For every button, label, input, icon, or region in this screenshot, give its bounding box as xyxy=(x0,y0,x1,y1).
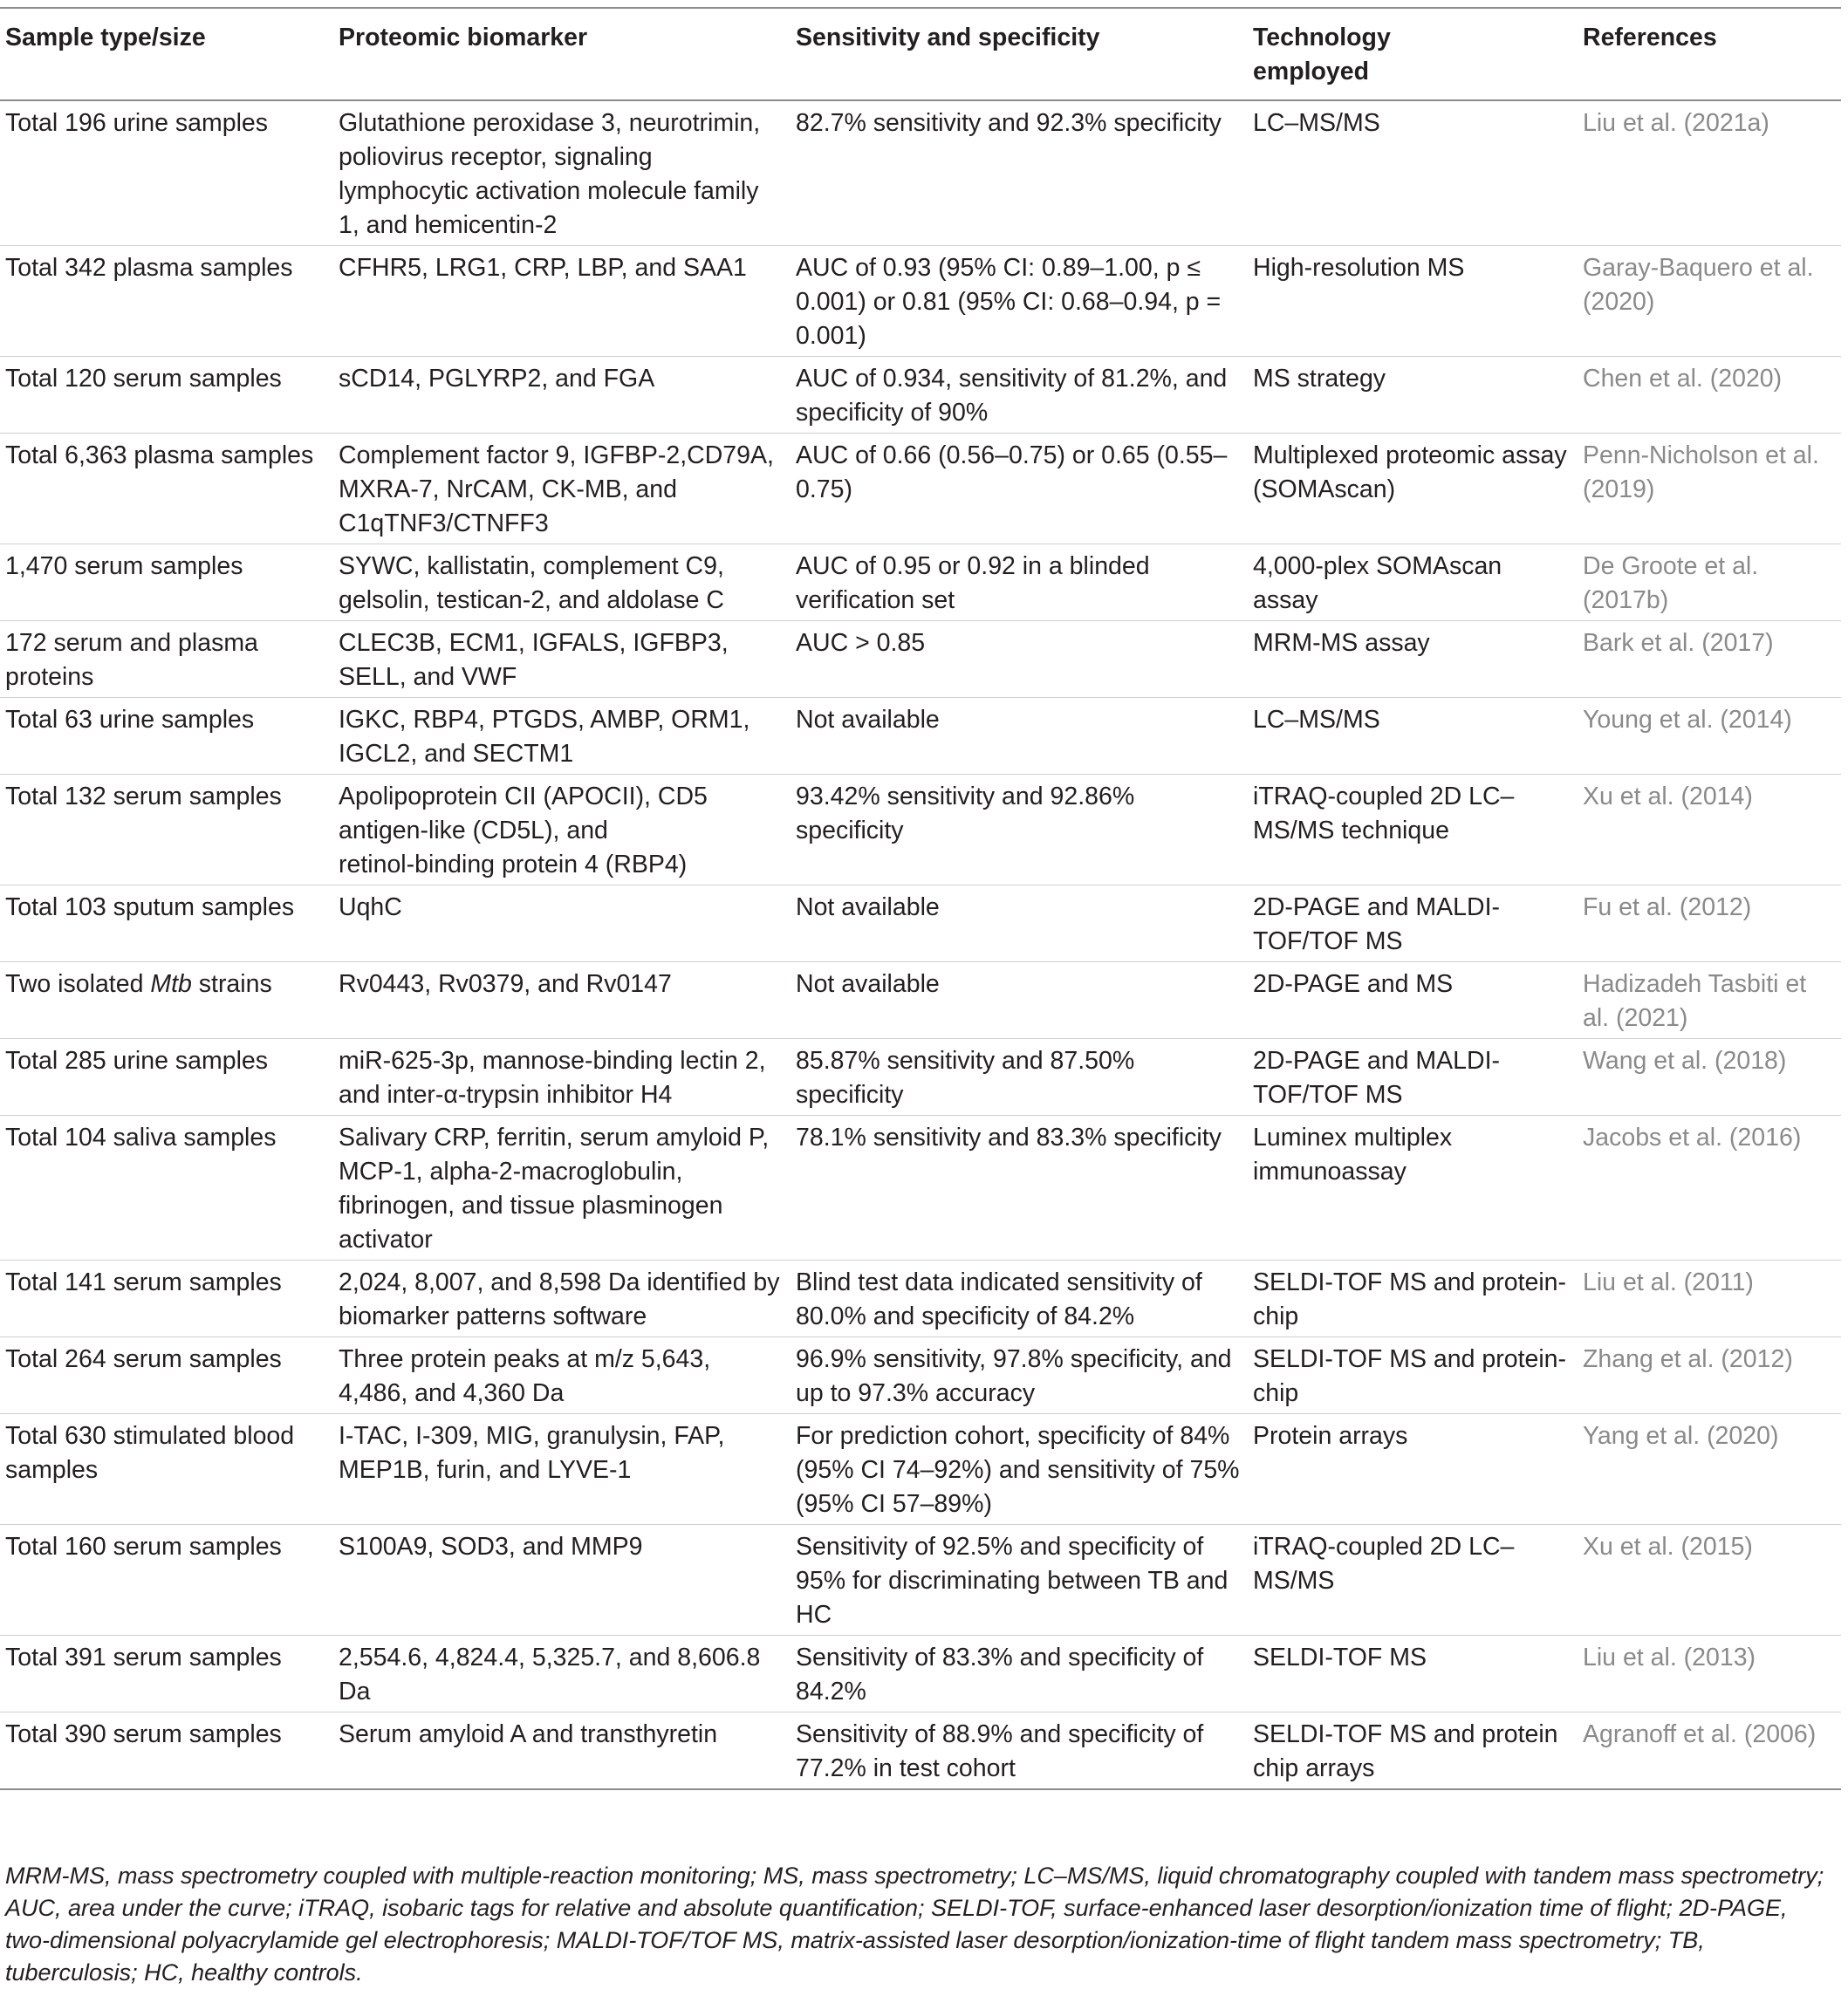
cell-biomarker: Three protein peaks at m/z 5,643, 4,486, and 4,360 Da xyxy=(339,1345,711,1407)
table-row xyxy=(0,434,1841,544)
cell-sample xyxy=(0,962,333,1039)
cell-sample: Total 342 plasma samples xyxy=(5,254,293,282)
cell-sensitivity: Sensitivity of 92.5% and specificity of 95% for discriminating between TB and HC xyxy=(796,1533,1229,1629)
cell-reference: Liu et al. (2013) xyxy=(1583,1644,1756,1671)
cell-sensitivity: 93.42% sensitivity and 92.86% specificity xyxy=(796,783,1135,844)
cell-biomarker: UqhC xyxy=(339,893,402,921)
table-row xyxy=(0,1636,1841,1712)
cell-reference: Hadizadeh Tasbiti et al. (2021) xyxy=(1583,970,1807,1032)
cell-sample: Total 391 serum samples xyxy=(5,1644,282,1671)
table-row xyxy=(0,1712,1841,1790)
table-row xyxy=(0,544,1841,621)
cell-sensitivity: For prediction cohort, specificity of 84% (95% CI 74–92%) and sensitivity of 75% (95% CI 57–89%) xyxy=(796,1422,1240,1518)
cell-sample: 172 serum and plasma proteins xyxy=(5,629,258,691)
cell-biomarker: S100A9, SOD3, and MMP9 xyxy=(339,1533,643,1561)
cell-sample: Total 285 urine samples xyxy=(5,1047,269,1075)
cell-sensitivity: Sensitivity of 83.3% and specificity of 84.2% xyxy=(796,1644,1204,1706)
cell-biomarker: SYWC, kallistatin, complement C9, gelsolin, testican-2, and aldolase C xyxy=(339,552,725,614)
cell-sample: 1,470 serum samples xyxy=(5,552,243,580)
cell-sample: Total 141 serum samples xyxy=(5,1268,282,1296)
cell-biomarker: Apolipoprotein CII (APOCII), CD5 antigen-like (CD5L), and retinol-binding protein 4 (RBP4) xyxy=(339,783,708,878)
cell-reference: Yang et al. (2020) xyxy=(1583,1422,1779,1450)
table-row xyxy=(0,100,1841,246)
cell-biomarker: Salivary CRP, ferritin, serum amyloid P, MCP-1, alpha-2-macroglobulin, fibrinogen, and tissue plasminogen activator xyxy=(339,1124,770,1254)
cell-technology: iTRAQ-coupled 2D LC–MS/MS technique xyxy=(1253,783,1515,844)
cell-biomarker: Serum amyloid A and transthyretin xyxy=(339,1720,718,1748)
cell-sensitivity: 78.1% sensitivity and 83.3% specificity xyxy=(796,1124,1222,1152)
table-row xyxy=(0,1116,1841,1261)
cell-technology: SELDI-TOF MS and protein-chip xyxy=(1253,1268,1567,1330)
table-footnote: MRM-MS, mass spectrometry coupled with multiple-reaction monitoring; MS, mass spectrometry; LC–MS/MS, liquid chromatography coupled with tandem mass spectrometry; AUC, area under the curve; iTRAQ, isobaric tags for relative and absolute quantification; SELDI-TOF, surface-enhanced laser desorption/ionization time of flight; 2D-PAGE, two-dimensional polyacrylamide gel electrophoresis; MALDI-TOF/TOF MS, matrix-assisted laser desorption/ionization-time of flight tandem mass spectrometry; TB, tuberculosis; HC, healthy controls. xyxy=(5,1863,1824,1986)
cell-technology: SELDI-TOF MS and protein-chip xyxy=(1253,1345,1567,1407)
cell-reference: Wang et al. (2018) xyxy=(1583,1047,1787,1075)
table-row xyxy=(0,1039,1841,1116)
cell-reference: Chen et al. (2020) xyxy=(1583,365,1783,393)
cell-reference: Jacobs et al. (2016) xyxy=(1583,1124,1802,1152)
cell-technology: MS strategy xyxy=(1253,365,1386,393)
cell-sensitivity: AUC of 0.95 or 0.92 in a blinded verification set xyxy=(796,552,1150,614)
cell-biomarker: miR-625-3p, mannose-binding lectin 2, and inter-α-trypsin inhibitor H4 xyxy=(339,1047,766,1109)
cell-sensitivity: Blind test data indicated sensitivity of 80.0% and specificity of 84.2% xyxy=(796,1268,1202,1330)
cell-reference: Agranoff et al. (2006) xyxy=(1583,1720,1817,1748)
cell-technology: Protein arrays xyxy=(1253,1422,1408,1450)
cell-technology: Luminex multiplex immunoassay xyxy=(1253,1124,1453,1186)
cell-sensitivity: Sensitivity of 88.9% and specificity of 77.2% in test cohort xyxy=(796,1720,1204,1782)
cell-biomarker: 2,024, 8,007, and 8,598 Da identified by biomarker patterns software xyxy=(339,1268,780,1330)
cell-sample: Total 104 saliva samples xyxy=(5,1124,277,1152)
cell-technology: iTRAQ-coupled 2D LC–MS/MS xyxy=(1253,1533,1515,1595)
cell-sensitivity: Not available xyxy=(796,706,940,734)
header-technology: Technology employed xyxy=(1253,24,1391,85)
cell-technology: LC–MS/MS xyxy=(1253,109,1380,137)
cell-sample: Total 103 sputum samples xyxy=(5,893,295,921)
cell-technology: SELDI-TOF MS xyxy=(1253,1644,1427,1671)
cell-sensitivity: AUC of 0.934, sensitivity of 81.2%, and specificity of 90% xyxy=(796,365,1228,427)
cell-biomarker: I-TAC, I-309, MIG, granulysin, FAP, MEP1B, furin, and LYVE-1 xyxy=(339,1422,725,1484)
cell-sensitivity: AUC of 0.93 (95% CI: 0.89–1.00, p ≤ 0.001) or 0.81 (95% CI: 0.68–0.94, p = 0.001) xyxy=(796,254,1222,350)
cell-technology: LC–MS/MS xyxy=(1253,706,1380,734)
cell-sample: Total 6,363 plasma samples xyxy=(5,441,314,469)
cell-biomarker: CFHR5, LRG1, CRP, LBP, and SAA1 xyxy=(339,254,747,282)
cell-technology: 2D-PAGE and MS xyxy=(1253,970,1454,998)
cell-sensitivity: 82.7% sensitivity and 92.3% specificity xyxy=(796,109,1222,137)
cell-sensitivity: AUC > 0.85 xyxy=(796,629,926,657)
cell-reference: Fu et al. (2012) xyxy=(1583,893,1752,921)
cell-biomarker: Glutathione peroxidase 3, neurotrimin, poliovirus receptor, signaling lymphocytic activation molecule family 1, and hemicentin-2 xyxy=(339,109,761,239)
cell-biomarker: Rv0443, Rv0379, and Rv0147 xyxy=(339,970,672,998)
table-row xyxy=(0,1337,1841,1414)
header-sensitivity: Sensitivity and specificity xyxy=(796,24,1100,51)
cell-sample: Total 120 serum samples xyxy=(5,365,282,393)
table-row xyxy=(0,775,1841,885)
cell-sample: Total 63 urine samples xyxy=(5,706,255,734)
header-row xyxy=(0,8,1841,100)
table-row xyxy=(0,1525,1841,1636)
cell-technology: High-resolution MS xyxy=(1253,254,1465,282)
header-sample: Sample type/size xyxy=(5,24,206,51)
cell-biomarker: sCD14, PGLYRP2, and FGA xyxy=(339,365,655,393)
cell-technology: Multiplexed proteomic assay (SOMAscan) xyxy=(1253,441,1567,503)
table-row xyxy=(0,885,1841,962)
cell-technology: SELDI-TOF MS and protein chip arrays xyxy=(1253,1720,1558,1782)
table-row xyxy=(0,962,1841,1039)
cell-sample: Total 390 serum samples xyxy=(5,1720,282,1748)
cell-biomarker: Complement factor 9, IGFBP-2,CD79A, MXRA-7, NrCAM, CK-MB, and C1qTNF3/CTNFF3 xyxy=(339,441,774,537)
header-biomarker: Proteomic biomarker xyxy=(339,24,588,51)
table-row xyxy=(0,1261,1841,1337)
biomarker-table xyxy=(0,7,1841,1790)
table-row xyxy=(0,357,1841,434)
cell-biomarker: 2,554.6, 4,824.4, 5,325.7, and 8,606.8 Da xyxy=(339,1644,761,1706)
cell-biomarker: CLEC3B, ECM1, IGFALS, IGFBP3, SELL, and VWF xyxy=(339,629,729,691)
cell-reference: Garay-Baquero et al. (2020) xyxy=(1583,254,1814,316)
cell-reference: Zhang et al. (2012) xyxy=(1583,1345,1793,1373)
table-row xyxy=(0,1414,1841,1525)
cell-sensitivity: 85.87% sensitivity and 87.50% specificity xyxy=(796,1047,1135,1109)
cell-sensitivity: Not available xyxy=(796,970,940,998)
cell-biomarker: IGKC, RBP4, PTGDS, AMBP, ORM1, IGCL2, and SECTM1 xyxy=(339,706,750,768)
cell-technology: MRM-MS assay xyxy=(1253,629,1430,657)
table-row xyxy=(0,621,1841,698)
cell-sample: Total 132 serum samples xyxy=(5,783,282,810)
cell-sample: Total 196 urine samples xyxy=(5,109,269,137)
table-row xyxy=(0,246,1841,357)
cell-technology: 4,000-plex SOMAscan assay xyxy=(1253,552,1502,614)
cell-sample-text: Two isolated xyxy=(5,970,151,998)
cell-sensitivity: AUC of 0.66 (0.56–0.75) or 0.65 (0.55–0.75) xyxy=(796,441,1228,503)
cell-sample: Total 264 serum samples xyxy=(5,1345,282,1373)
header-references: References xyxy=(1583,24,1717,51)
cell-reference: Xu et al. (2015) xyxy=(1583,1533,1753,1561)
cell-reference: De Groote et al. (2017b) xyxy=(1583,552,1759,614)
cell-reference: Liu et al. (2021a) xyxy=(1583,109,1769,137)
cell-technology: 2D-PAGE and MALDI-TOF/TOF MS xyxy=(1253,1047,1500,1109)
cell-sample-organism: Mtb xyxy=(150,970,192,998)
cell-sample-text: strains xyxy=(191,970,272,998)
cell-sample: Total 160 serum samples xyxy=(5,1533,282,1561)
table-header xyxy=(0,8,1841,100)
cell-sample: Total 630 stimulated blood samples xyxy=(5,1422,295,1484)
cell-reference: Young et al. (2014) xyxy=(1583,706,1792,734)
cell-technology: 2D-PAGE and MALDI-TOF/TOF MS xyxy=(1253,893,1500,955)
cell-sensitivity: Not available xyxy=(796,893,940,921)
cell-reference: Bark et al. (2017) xyxy=(1583,629,1774,657)
cell-reference: Liu et al. (2011) xyxy=(1583,1268,1754,1296)
table-body xyxy=(0,100,1841,1789)
table-row xyxy=(0,698,1841,775)
cell-sensitivity: 96.9% sensitivity, 97.8% specificity, and up to 97.3% accuracy xyxy=(796,1345,1232,1407)
cell-reference: Penn-Nicholson et al. (2019) xyxy=(1583,441,1819,503)
cell-reference: Xu et al. (2014) xyxy=(1583,783,1753,810)
